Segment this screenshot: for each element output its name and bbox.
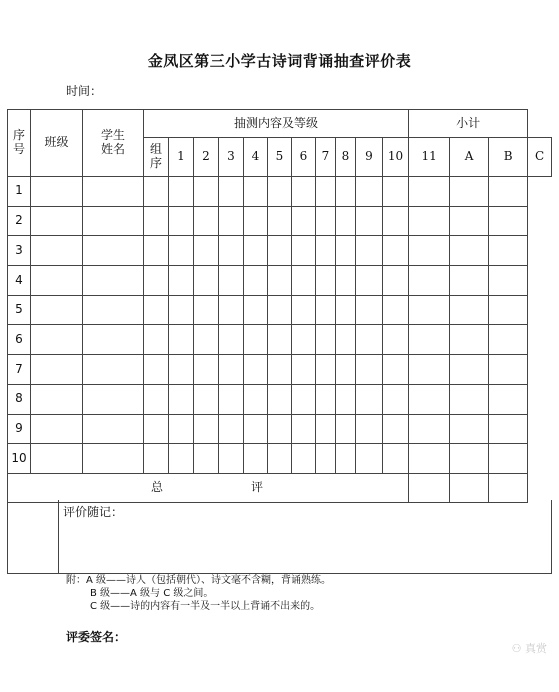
table-cell[interactable] xyxy=(356,325,383,355)
table-row xyxy=(8,414,552,444)
table-cell[interactable] xyxy=(356,414,383,444)
table-cell[interactable] xyxy=(268,355,292,385)
table-cell[interactable] xyxy=(83,444,144,474)
table-cell[interactable] xyxy=(383,444,409,474)
remarks-divider xyxy=(58,500,59,573)
table-cell[interactable] xyxy=(144,325,169,355)
table-cell[interactable] xyxy=(194,236,219,266)
table-cell[interactable] xyxy=(489,206,528,236)
table-cell[interactable] xyxy=(244,355,268,385)
summary-label-part-1: 总 xyxy=(151,479,164,494)
table-cell[interactable] xyxy=(489,266,528,296)
table-row xyxy=(8,266,552,296)
table-cell[interactable] xyxy=(169,177,194,207)
table-cell[interactable] xyxy=(356,295,383,325)
remarks-label: 评价随记： xyxy=(63,505,124,519)
table-cell[interactable] xyxy=(356,384,383,414)
form-title: 金凤区第三小学古诗词背诵抽查评价表 xyxy=(147,52,412,70)
summary-grade-cell[interactable] xyxy=(409,473,450,502)
table-cell[interactable] xyxy=(336,444,356,474)
table-cell[interactable] xyxy=(383,384,409,414)
row-number: 9 xyxy=(8,414,31,444)
table-cell[interactable] xyxy=(292,414,316,444)
header-class: 班级 xyxy=(31,110,83,177)
table-cell[interactable] xyxy=(383,325,409,355)
table-cell[interactable] xyxy=(336,325,356,355)
table-cell[interactable] xyxy=(83,355,144,385)
table-cell[interactable] xyxy=(292,355,316,385)
table-cell[interactable] xyxy=(336,414,356,444)
header-grade-c: C xyxy=(528,138,552,177)
table-cell[interactable] xyxy=(268,384,292,414)
table-cell[interactable] xyxy=(450,444,489,474)
summary-label-part-2: 评 xyxy=(251,479,264,494)
summary-grade-cell[interactable] xyxy=(489,473,528,502)
table-cell[interactable] xyxy=(219,206,244,236)
table-row xyxy=(8,206,552,236)
table-cell[interactable] xyxy=(144,295,169,325)
table-cell[interactable] xyxy=(83,266,144,296)
table-cell[interactable] xyxy=(450,384,489,414)
table-cell[interactable] xyxy=(409,325,450,355)
table-cell[interactable] xyxy=(316,355,336,385)
header-grade-a: A xyxy=(450,138,489,177)
table-cell[interactable] xyxy=(356,444,383,474)
table-cell[interactable] xyxy=(356,236,383,266)
table-cell[interactable] xyxy=(316,414,336,444)
table-cell[interactable] xyxy=(169,414,194,444)
note-grade-b: B 级——A 级与 C 级之间。 xyxy=(90,588,214,599)
table-cell[interactable] xyxy=(31,266,83,296)
table-cell[interactable] xyxy=(144,206,169,236)
table-cell[interactable] xyxy=(219,384,244,414)
table-cell[interactable] xyxy=(31,177,83,207)
table-cell[interactable] xyxy=(316,206,336,236)
table-cell[interactable] xyxy=(292,295,316,325)
table-cell[interactable] xyxy=(489,325,528,355)
summary-grade-cell[interactable] xyxy=(450,473,489,502)
header-poem-11: 11 xyxy=(409,138,450,177)
summary-row xyxy=(8,473,552,502)
header-index: 序号 xyxy=(8,110,31,177)
table-cell[interactable] xyxy=(169,295,194,325)
header-group-order: 组序 xyxy=(144,138,169,177)
table-cell[interactable] xyxy=(292,444,316,474)
header-student-name: 学生姓名 xyxy=(83,110,144,177)
header-poem-5: 5 xyxy=(268,138,292,177)
table-row xyxy=(8,177,552,207)
header-poem-6: 6 xyxy=(292,138,316,177)
table-row xyxy=(8,355,552,385)
table-cell[interactable] xyxy=(409,177,450,207)
table-cell[interactable] xyxy=(450,295,489,325)
table-cell[interactable] xyxy=(383,177,409,207)
table-cell[interactable] xyxy=(169,236,194,266)
header-poem-4: 4 xyxy=(244,138,268,177)
table-cell[interactable] xyxy=(489,177,528,207)
table-cell[interactable] xyxy=(336,384,356,414)
table-cell[interactable] xyxy=(31,444,83,474)
table-cell[interactable] xyxy=(169,444,194,474)
row-number: 3 xyxy=(8,236,31,266)
table-cell[interactable] xyxy=(169,384,194,414)
table-cell[interactable] xyxy=(383,266,409,296)
table-row xyxy=(8,236,552,266)
table-cell[interactable] xyxy=(409,384,450,414)
header-poem-8: 8 xyxy=(336,138,356,177)
judge-signature-label: 评委签名： xyxy=(66,630,127,644)
table-cell[interactable] xyxy=(169,266,194,296)
table-cell[interactable] xyxy=(144,236,169,266)
table-cell[interactable] xyxy=(31,355,83,385)
table-cell[interactable] xyxy=(268,177,292,207)
table-cell[interactable] xyxy=(244,384,268,414)
table-cell[interactable] xyxy=(244,325,268,355)
table-cell[interactable] xyxy=(489,384,528,414)
table-cell[interactable] xyxy=(292,325,316,355)
remarks-box xyxy=(7,500,552,574)
table-cell[interactable] xyxy=(489,236,528,266)
table-cell[interactable] xyxy=(144,355,169,385)
table-cell[interactable] xyxy=(268,414,292,444)
table-cell[interactable] xyxy=(292,384,316,414)
table-cell[interactable] xyxy=(31,325,83,355)
table-cell[interactable] xyxy=(194,177,219,207)
table-cell[interactable] xyxy=(169,325,194,355)
table-cell[interactable] xyxy=(356,177,383,207)
row-number: 2 xyxy=(8,206,31,236)
table-cell[interactable] xyxy=(409,414,450,444)
table-cell[interactable] xyxy=(268,295,292,325)
header-poem-3: 3 xyxy=(219,138,244,177)
table-cell[interactable] xyxy=(83,295,144,325)
table-cell[interactable] xyxy=(383,236,409,266)
row-number: 10 xyxy=(8,444,31,474)
table-cell[interactable] xyxy=(194,206,219,236)
table-cell[interactable] xyxy=(83,414,144,444)
table-cell[interactable] xyxy=(356,355,383,385)
table-row xyxy=(8,384,552,414)
summary-label xyxy=(8,473,409,502)
table-cell[interactable] xyxy=(194,444,219,474)
table-cell[interactable] xyxy=(244,236,268,266)
table-cell[interactable] xyxy=(83,325,144,355)
note-grade-c: C 级——诗的内容有一半及一半以上背诵不出来的。 xyxy=(90,601,321,612)
table-cell[interactable] xyxy=(292,206,316,236)
evaluation-table xyxy=(7,109,552,503)
table-cell[interactable] xyxy=(316,444,336,474)
table-cell[interactable] xyxy=(450,414,489,444)
table-cell[interactable] xyxy=(316,177,336,207)
note-grade-a: 附：A 级——诗人（包括朝代）、诗文毫不含糊，背诵熟练。 xyxy=(66,575,332,586)
table-cell[interactable] xyxy=(219,295,244,325)
table-cell[interactable] xyxy=(409,206,450,236)
time-label: 时间： xyxy=(66,84,103,98)
table-cell[interactable] xyxy=(292,177,316,207)
row-number: 1 xyxy=(8,177,31,207)
table-cell[interactable] xyxy=(268,236,292,266)
table-cell[interactable] xyxy=(83,236,144,266)
table-cell[interactable] xyxy=(316,325,336,355)
table-cell[interactable] xyxy=(409,236,450,266)
table-cell[interactable] xyxy=(219,355,244,385)
header-poem-9: 9 xyxy=(356,138,383,177)
table-cell[interactable] xyxy=(144,266,169,296)
table-cell[interactable] xyxy=(31,236,83,266)
header-poem-2: 2 xyxy=(194,138,219,177)
table-cell[interactable] xyxy=(83,384,144,414)
table-cell[interactable] xyxy=(268,444,292,474)
table-cell[interactable] xyxy=(31,295,83,325)
table-cell[interactable] xyxy=(292,266,316,296)
table-cell[interactable] xyxy=(194,325,219,355)
header-poem-1: 1 xyxy=(169,138,194,177)
table-cell[interactable] xyxy=(409,295,450,325)
table-cell[interactable] xyxy=(336,355,356,385)
table-cell[interactable] xyxy=(383,295,409,325)
table-cell[interactable] xyxy=(194,355,219,385)
table-cell[interactable] xyxy=(356,266,383,296)
table-cell[interactable] xyxy=(409,266,450,296)
table-cell[interactable] xyxy=(383,355,409,385)
table-cell[interactable] xyxy=(316,384,336,414)
table-cell[interactable] xyxy=(194,266,219,296)
table-cell[interactable] xyxy=(489,444,528,474)
table-cell[interactable] xyxy=(268,206,292,236)
table-cell[interactable] xyxy=(336,236,356,266)
table-cell[interactable] xyxy=(219,266,244,296)
table-cell[interactable] xyxy=(83,206,144,236)
table-cell[interactable] xyxy=(292,236,316,266)
table-cell[interactable] xyxy=(244,295,268,325)
table-cell[interactable] xyxy=(144,414,169,444)
table-cell[interactable] xyxy=(489,295,528,325)
table-cell[interactable] xyxy=(450,325,489,355)
table-cell[interactable] xyxy=(383,206,409,236)
row-number: 6 xyxy=(8,325,31,355)
header-grade-b: B xyxy=(489,138,528,177)
table-cell[interactable] xyxy=(144,384,169,414)
table-cell[interactable] xyxy=(31,206,83,236)
table-cell[interactable] xyxy=(316,266,336,296)
row-number: 5 xyxy=(8,295,31,325)
header-subtotal: 小计 xyxy=(409,110,528,138)
table-cell[interactable] xyxy=(383,414,409,444)
header-test-content: 抽测内容及等级 xyxy=(144,110,409,138)
table-cell[interactable] xyxy=(31,384,83,414)
header-poem-10: 10 xyxy=(383,138,409,177)
table-cell[interactable] xyxy=(219,177,244,207)
watermark: ⚇ 真赏 xyxy=(511,642,547,655)
table-cell[interactable] xyxy=(450,266,489,296)
table-cell[interactable] xyxy=(244,414,268,444)
table-cell[interactable] xyxy=(336,206,356,236)
table-cell[interactable] xyxy=(356,206,383,236)
table-cell[interactable] xyxy=(31,414,83,444)
table-cell[interactable] xyxy=(244,177,268,207)
table-cell[interactable] xyxy=(219,414,244,444)
table-cell[interactable] xyxy=(144,177,169,207)
row-number: 7 xyxy=(8,355,31,385)
grade-notes xyxy=(66,574,331,613)
table-cell[interactable] xyxy=(169,206,194,236)
table-cell[interactable] xyxy=(219,444,244,474)
table-cell[interactable] xyxy=(336,266,356,296)
table-cell[interactable] xyxy=(489,355,528,385)
table-cell[interactable] xyxy=(409,444,450,474)
table-cell[interactable] xyxy=(336,295,356,325)
table-cell[interactable] xyxy=(316,236,336,266)
table-cell[interactable] xyxy=(316,295,336,325)
table-row xyxy=(8,295,552,325)
table-cell[interactable] xyxy=(194,414,219,444)
table-cell[interactable] xyxy=(194,384,219,414)
row-number: 4 xyxy=(8,266,31,296)
table-cell[interactable] xyxy=(219,325,244,355)
header-poem-7: 7 xyxy=(316,138,336,177)
row-number: 8 xyxy=(8,384,31,414)
table-cell[interactable] xyxy=(336,177,356,207)
table-cell[interactable] xyxy=(450,355,489,385)
table-cell[interactable] xyxy=(268,325,292,355)
table-cell[interactable] xyxy=(244,266,268,296)
table-cell[interactable] xyxy=(450,236,489,266)
table-row xyxy=(8,325,552,355)
table-cell[interactable] xyxy=(244,206,268,236)
table-cell[interactable] xyxy=(169,355,194,385)
table-cell[interactable] xyxy=(194,295,219,325)
table-cell[interactable] xyxy=(268,266,292,296)
table-cell[interactable] xyxy=(489,414,528,444)
table-cell[interactable] xyxy=(219,236,244,266)
table-row xyxy=(8,444,552,474)
table-cell[interactable] xyxy=(244,444,268,474)
table-cell[interactable] xyxy=(450,206,489,236)
table-cell[interactable] xyxy=(409,355,450,385)
table-cell[interactable] xyxy=(83,177,144,207)
table-cell[interactable] xyxy=(144,444,169,474)
table-cell[interactable] xyxy=(450,177,489,207)
